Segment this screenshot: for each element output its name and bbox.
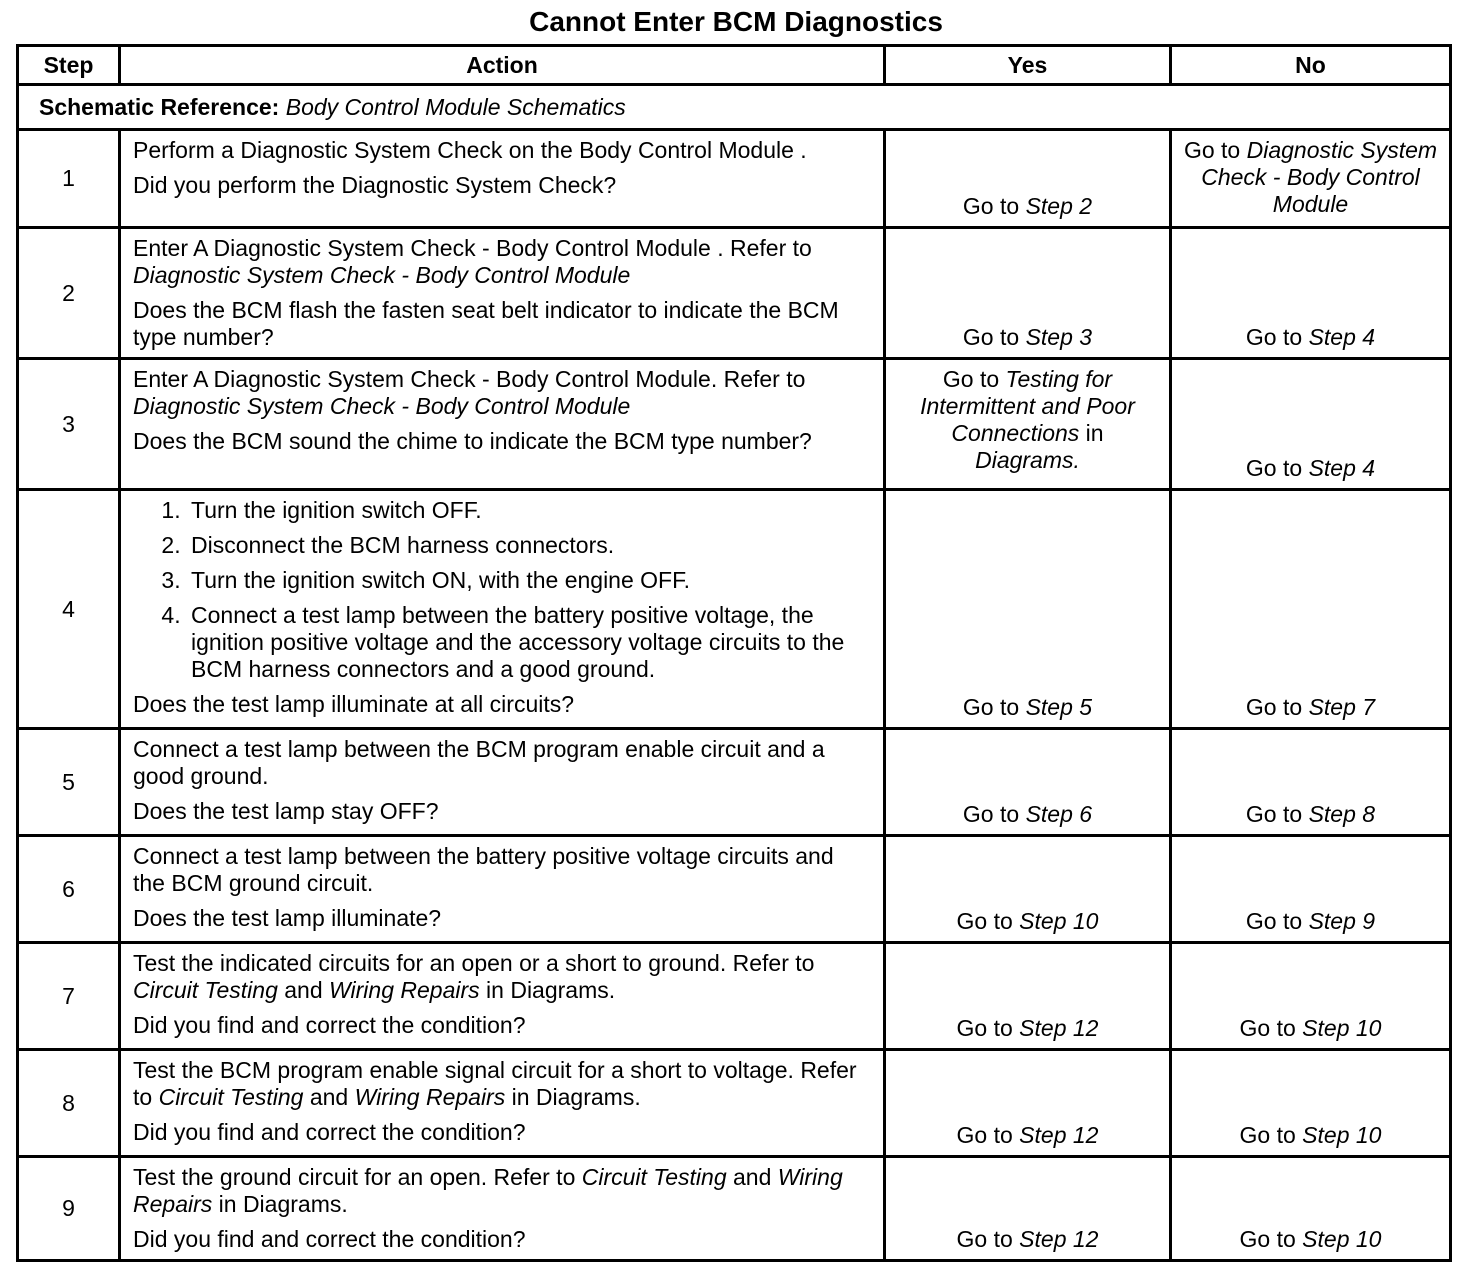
yes-prefix: Go to [962, 694, 1026, 720]
yes-cell [885, 359, 1171, 490]
no-link[interactable]: Step 9 [1308, 908, 1376, 934]
no-link[interactable]: Step 4 [1308, 455, 1376, 481]
action-text: Connect a test lamp between the BCM program enable circuit and a good ground. [133, 736, 825, 789]
header-yes: Yes [885, 46, 1171, 85]
yes-prefix: Go to [956, 1122, 1020, 1148]
action-question: Did you find and correct the condition? [133, 1012, 526, 1038]
no-cell [1171, 1157, 1451, 1261]
yes-prefix: Go to [956, 1015, 1020, 1041]
yes-link[interactable]: Step 3 [1025, 324, 1093, 350]
yes-cell [885, 1050, 1171, 1157]
step-number: 7 [18, 943, 120, 1050]
action-text-part: and [303, 1084, 355, 1110]
no-prefix: Go to [1183, 137, 1247, 163]
step-number: 6 [18, 836, 120, 943]
action-link[interactable]: Diagnostic System Check - Body Control Module [133, 393, 631, 419]
action-question: Does the BCM sound the chime to indicate the BCM type number? [133, 428, 812, 454]
yes-link[interactable]: Step 12 [1019, 1122, 1099, 1148]
action-text-part: in Diagrams. [212, 1191, 348, 1217]
action-question: Did you perform the Diagnostic System Check? [133, 172, 617, 198]
no-prefix: Go to [1245, 324, 1309, 350]
schematic-link[interactable]: Body Control Module Schematics [285, 93, 626, 120]
step-number: 2 [18, 228, 120, 359]
action-cell [120, 943, 885, 1050]
action-cell [120, 836, 885, 943]
table-row [18, 359, 1451, 490]
action-link[interactable]: Diagnostic System Check - Body Control Module [133, 262, 631, 288]
yes-cell [885, 228, 1171, 359]
no-prefix: Go to [1245, 455, 1309, 481]
no-cell [1171, 359, 1451, 490]
table-row [18, 1157, 1451, 1261]
action-text [133, 950, 871, 1004]
action-question: Does the test lamp stay OFF? [133, 798, 439, 824]
table-row [18, 490, 1451, 729]
step-number: 3 [18, 359, 120, 490]
yes-link[interactable]: Step 6 [1025, 801, 1093, 827]
action-text [133, 366, 871, 420]
action-link[interactable]: Wiring Repairs [329, 977, 480, 1003]
action-text-part: Test the BCM program enable signal circuit for a short to voltage. Refer to [133, 1057, 857, 1110]
table-row [18, 228, 1451, 359]
action-question: Does the test lamp illuminate? [133, 905, 442, 931]
action-text-part: Test the indicated circuits for an open or a short to ground. Refer to [133, 950, 815, 976]
action-cell [120, 1050, 885, 1157]
schematic-reference-row [18, 85, 1451, 130]
yes-prefix: Go to [942, 366, 1006, 392]
no-link[interactable]: Step 10 [1302, 1226, 1382, 1252]
step-number: 9 [18, 1157, 120, 1261]
table-row [18, 1050, 1451, 1157]
action-question: Did you find and correct the condition? [133, 1119, 526, 1145]
step-number: 1 [18, 130, 120, 228]
action-cell [120, 729, 885, 836]
header-no: No [1171, 46, 1451, 85]
no-cell [1171, 943, 1451, 1050]
step-number: 4 [18, 490, 120, 729]
step-number: 8 [18, 1050, 120, 1157]
no-prefix: Go to [1239, 1015, 1303, 1041]
yes-cell [885, 729, 1171, 836]
action-cell [120, 1157, 885, 1261]
no-link[interactable]: Step 4 [1308, 324, 1376, 350]
table-row [18, 729, 1451, 836]
action-text-part: Enter A Diagnostic System Check - Body Control Module . Refer to [133, 235, 812, 261]
action-link[interactable]: Circuit Testing [133, 977, 278, 1003]
no-prefix: Go to [1239, 1226, 1303, 1252]
no-cell [1171, 490, 1451, 729]
action-text-part: Enter A Diagnostic System Check - Body Control Module. Refer to [133, 366, 806, 392]
list-item: 2. Disconnect the BCM harness connectors. [187, 532, 871, 559]
table-row [18, 943, 1451, 1050]
yes-link[interactable]: Step 5 [1025, 694, 1093, 720]
no-cell [1171, 729, 1451, 836]
action-question: Does the BCM flash the fasten seat belt indicator to indicate the BCM type number? [133, 297, 839, 350]
no-cell [1171, 228, 1451, 359]
action-cell [120, 490, 885, 729]
action-text-part: in Diagrams. [505, 1084, 641, 1110]
no-link[interactable]: Step 7 [1308, 694, 1376, 720]
action-question: Did you find and correct the condition? [133, 1226, 526, 1252]
no-prefix: Go to [1245, 801, 1309, 827]
table-row [18, 836, 1451, 943]
action-question: Does the test lamp illuminate at all circuits? [133, 691, 575, 717]
action-text-part: Test the ground circuit for an open. Refer to [133, 1164, 582, 1190]
action-text: Connect a test lamp between the battery positive voltage circuits and the BCM ground circuit. [133, 843, 834, 896]
no-prefix: Go to [1239, 1122, 1303, 1148]
yes-prefix: Go to [956, 908, 1020, 934]
table-header-row [18, 46, 1451, 85]
action-text-part: and [277, 977, 330, 1003]
action-text: Perform a Diagnostic System Check on the Body Control Module . [133, 137, 807, 163]
schematic-label: Schematic Reference: [39, 93, 280, 120]
schematic-reference [18, 85, 1451, 130]
action-link[interactable]: Wiring Repairs [354, 1084, 506, 1110]
action-text [133, 1164, 871, 1218]
page-title: Cannot Enter BCM Diagnostics [529, 6, 943, 37]
yes-link[interactable]: Step 10 [1019, 908, 1099, 934]
action-link[interactable]: Circuit Testing [581, 1164, 727, 1190]
header-step: Step [18, 46, 120, 85]
table-row [18, 130, 1451, 228]
yes-link[interactable]: Testing for Intermittent and Poor Connections [920, 366, 1135, 446]
action-text-part: in Diagrams. [479, 977, 616, 1003]
list-item: 1. Turn the ignition switch OFF. [187, 497, 871, 524]
action-link[interactable]: Wiring Repairs [133, 1164, 843, 1217]
action-cell [120, 130, 885, 228]
action-text-part: and [726, 1164, 778, 1190]
yes-prefix: Go to [962, 324, 1026, 350]
header-action: Action [120, 46, 885, 85]
yes-link[interactable]: Step 2 [1025, 193, 1093, 219]
no-link[interactable]: Step 10 [1302, 1015, 1382, 1041]
yes-mid: in [1079, 420, 1104, 446]
action-cell [120, 228, 885, 359]
list-item: 3. Turn the ignition switch ON, with the engine OFF. [187, 567, 871, 594]
list-item: 4. Connect a test lamp between the battery positive voltage, the ignition positive voltage and the accessory voltage circuits to the BCM harness connectors and a good ground. [187, 602, 871, 683]
yes-link[interactable]: Step 12 [1019, 1015, 1099, 1041]
yes-link[interactable]: Step 12 [1019, 1226, 1099, 1252]
action-text [133, 235, 871, 289]
yes-cell [885, 130, 1171, 228]
yes-cell [885, 1157, 1171, 1261]
no-cell [1171, 1050, 1451, 1157]
yes-prefix: Go to [962, 193, 1026, 219]
action-text [133, 1057, 871, 1111]
yes-cell [885, 943, 1171, 1050]
no-link[interactable]: Diagnostic System Check - Body Control Module [1201, 137, 1438, 217]
no-cell [1171, 130, 1451, 228]
no-cell [1171, 836, 1451, 943]
yes-cell [885, 490, 1171, 729]
action-steps-list [133, 497, 871, 683]
step-number: 5 [18, 729, 120, 836]
no-prefix: Go to [1245, 694, 1309, 720]
yes-prefix: Go to [956, 1226, 1020, 1252]
no-link[interactable]: Step 10 [1302, 1122, 1382, 1148]
action-cell [120, 359, 885, 490]
action-link[interactable]: Circuit Testing [158, 1084, 304, 1110]
no-link[interactable]: Step 8 [1308, 801, 1376, 827]
yes-prefix: Go to [962, 801, 1026, 827]
yes-cell [885, 836, 1171, 943]
no-prefix: Go to [1245, 908, 1309, 934]
yes-link-2[interactable]: Diagrams. [975, 447, 1080, 473]
diagnostic-table [16, 44, 1452, 1262]
